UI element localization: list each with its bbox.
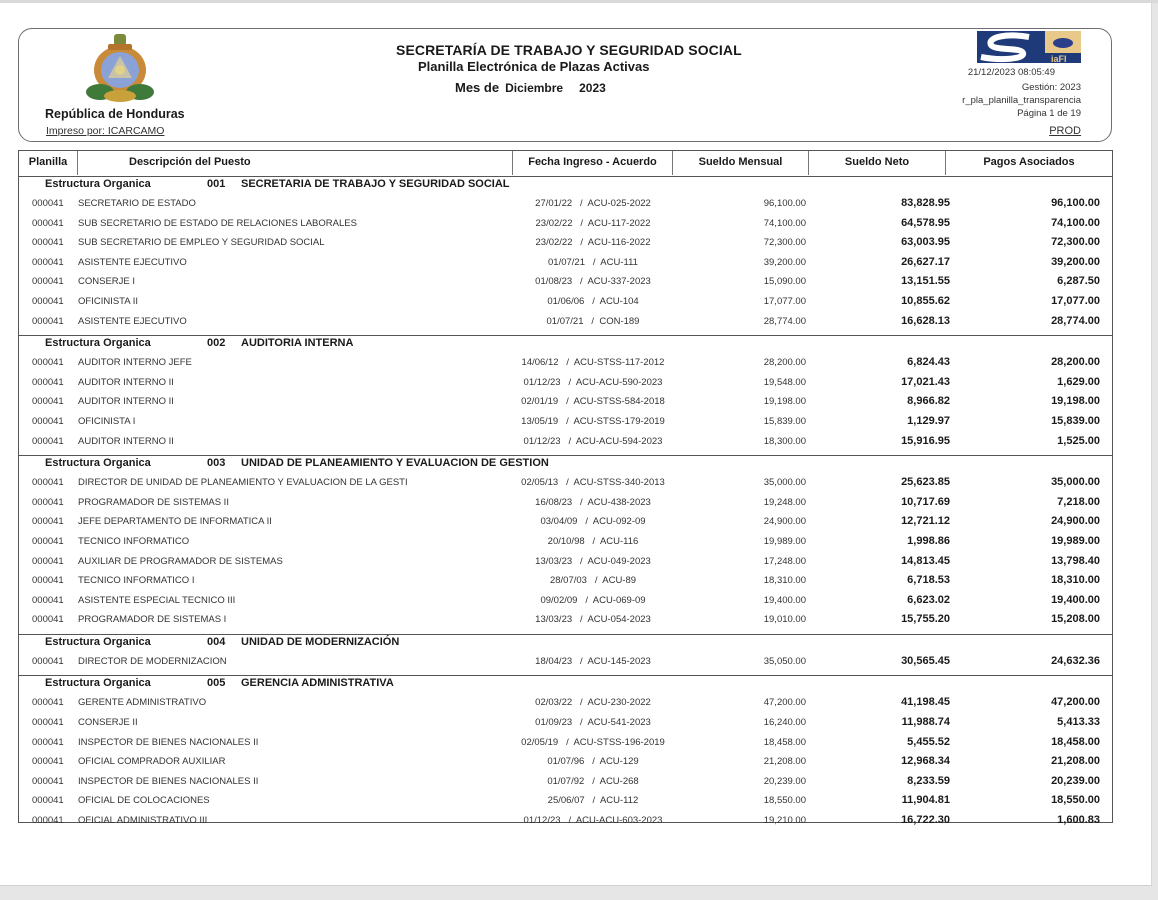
cell-sueldo-neto: 16,628.13 bbox=[901, 314, 950, 327]
cell-puesto: SUB SECRETARIO DE EMPLEO Y SEGURIDAD SOCIAL bbox=[78, 237, 325, 249]
table-header bbox=[19, 151, 1112, 177]
cell-planilla: 000041 bbox=[32, 376, 64, 388]
payroll-table bbox=[18, 150, 1113, 827]
cell-sueldo-neto: 12,968.34 bbox=[901, 755, 950, 768]
section-label: Estructura Organica bbox=[45, 337, 151, 350]
cell-planilla: 000041 bbox=[32, 655, 64, 667]
table-row bbox=[19, 353, 1112, 373]
cell-puesto: OFICIAL ADMINISTRATIVO III bbox=[78, 815, 208, 827]
cell-puesto: ASISTENTE EJECUTIVO bbox=[78, 256, 187, 268]
cell-planilla: 000041 bbox=[32, 775, 64, 787]
environment-label: PROD bbox=[1049, 125, 1081, 137]
cell-sueldo-mensual: 72,300.00 bbox=[763, 237, 806, 249]
cell-planilla: 000041 bbox=[32, 717, 64, 729]
table-row bbox=[19, 412, 1112, 432]
cell-puesto: DIRECTOR DE MODERNIZACION bbox=[78, 655, 227, 667]
cell-puesto: OFICIAL DE COLOCACIONES bbox=[78, 795, 210, 807]
cell-puesto: TECNICO INFORMATICO I bbox=[78, 575, 195, 587]
cell-pagos-asociados: 35,000.00 bbox=[1051, 476, 1100, 489]
cell-planilla: 000041 bbox=[32, 435, 64, 447]
section-label: Estructura Organica bbox=[45, 635, 151, 648]
cell-sueldo-mensual: 74,100.00 bbox=[763, 217, 806, 229]
cell-sueldo-mensual: 96,100.00 bbox=[763, 198, 806, 209]
cell-sueldo-neto: 10,855.62 bbox=[901, 294, 950, 307]
cell-sueldo-mensual: 39,200.00 bbox=[763, 256, 806, 268]
column-header-planilla: Planilla bbox=[19, 151, 78, 175]
section-name: AUDITORIA INTERNA bbox=[241, 337, 354, 350]
cell-fecha-acuerdo: 13/05/19 / ACU-STSS-179-2019 bbox=[521, 415, 665, 427]
cell-planilla: 000041 bbox=[32, 357, 64, 369]
section-label: Estructura Organica bbox=[45, 677, 151, 690]
cell-puesto: DIRECTOR DE UNIDAD DE PLANEAMIENTO Y EVALUACION DE LA GESTI bbox=[78, 477, 408, 489]
cell-puesto: TECNICO INFORMATICO bbox=[78, 535, 190, 547]
cell-sueldo-neto: 8,233.59 bbox=[907, 774, 950, 787]
cell-planilla: 000041 bbox=[32, 815, 64, 827]
cell-sueldo-neto: 64,578.95 bbox=[901, 216, 950, 229]
cell-sueldo-neto: 1,998.86 bbox=[907, 534, 950, 547]
cell-sueldo-neto: 5,455.52 bbox=[907, 735, 950, 748]
cell-puesto: CONSERJE I bbox=[78, 276, 136, 288]
cell-puesto: CONSERJE II bbox=[78, 717, 138, 729]
cell-planilla: 000041 bbox=[32, 477, 64, 489]
cell-planilla: 000041 bbox=[32, 415, 64, 427]
cell-fecha-acuerdo: 01/08/23 / ACU-337-2023 bbox=[535, 276, 651, 288]
print-datetime: 21/12/2023 08:05:49 bbox=[967, 67, 1055, 78]
cell-pagos-asociados: 19,989.00 bbox=[1051, 534, 1100, 547]
cell-sueldo-neto: 12,721.12 bbox=[901, 515, 950, 528]
cell-sueldo-mensual: 15,090.00 bbox=[763, 276, 806, 288]
cell-puesto: AUDITOR INTERNO II bbox=[78, 376, 174, 388]
cell-fecha-acuerdo: 01/07/96 / ACU-129 bbox=[547, 756, 639, 768]
cell-sueldo-neto: 41,198.45 bbox=[901, 696, 950, 709]
section-header bbox=[19, 676, 1112, 693]
cell-sueldo-mensual: 19,210.00 bbox=[763, 815, 806, 827]
cell-planilla: 000041 bbox=[32, 295, 64, 307]
cell-fecha-acuerdo: 09/02/09 / ACU-069-09 bbox=[540, 594, 646, 606]
cell-fecha-acuerdo: 14/06/12 / ACU-STSS-117-2012 bbox=[521, 357, 665, 369]
table-row bbox=[19, 512, 1112, 532]
cell-planilla: 000041 bbox=[32, 736, 64, 748]
printed-by: Impreso por: ICARCAMO bbox=[46, 125, 165, 137]
section-label: Estructura Organica bbox=[45, 178, 151, 190]
cell-sueldo-mensual: 18,458.00 bbox=[763, 736, 806, 748]
table-row bbox=[19, 473, 1112, 493]
cell-pagos-asociados: 17,077.00 bbox=[1051, 294, 1100, 307]
table-row bbox=[19, 392, 1112, 412]
cell-puesto: AUXILIAR DE PROGRAMADOR DE SISTEMAS bbox=[78, 555, 283, 567]
cell-fecha-acuerdo: 02/05/13 / ACU-STSS-340-2013 bbox=[521, 477, 665, 489]
cell-sueldo-neto: 6,718.53 bbox=[907, 574, 950, 587]
cell-fecha-acuerdo: 01/07/92 / ACU-268 bbox=[547, 775, 639, 787]
gestion-year: Gestión: 2023 bbox=[1021, 82, 1081, 93]
cell-planilla: 000041 bbox=[32, 555, 64, 567]
cell-sueldo-mensual: 47,200.00 bbox=[763, 697, 806, 709]
section-name: UNIDAD DE MODERNIZACIÓN bbox=[241, 635, 400, 648]
cell-puesto: SECRETARIO DE ESTADO bbox=[78, 198, 196, 209]
cell-planilla: 000041 bbox=[32, 614, 64, 626]
cell-pagos-asociados: 15,839.00 bbox=[1051, 414, 1100, 427]
cell-sueldo-mensual: 28,774.00 bbox=[763, 315, 806, 327]
cell-sueldo-neto: 26,627.17 bbox=[901, 255, 950, 268]
page-indicator: Página 1 de 19 bbox=[1017, 108, 1081, 119]
cell-puesto: AUDITOR INTERNO II bbox=[78, 435, 174, 447]
cell-sueldo-mensual: 17,077.00 bbox=[763, 295, 806, 307]
cell-pagos-asociados: 20,239.00 bbox=[1051, 774, 1100, 787]
cell-pagos-asociados: 18,458.00 bbox=[1051, 735, 1100, 748]
cell-puesto: SUB SECRETARIO DE ESTADO DE RELACIONES LABORALES bbox=[78, 217, 357, 229]
cell-fecha-acuerdo: 28/07/03 / ACU-89 bbox=[549, 575, 637, 587]
cell-pagos-asociados: 72,300.00 bbox=[1051, 236, 1100, 249]
report-subtitle: Planilla Electrónica de Plazas Activas bbox=[418, 59, 650, 74]
cell-pagos-asociados: 6,287.50 bbox=[1057, 275, 1100, 288]
cell-fecha-acuerdo: 01/06/06 / ACU-104 bbox=[547, 295, 639, 307]
cell-fecha-acuerdo: 16/08/23 / ACU-438-2023 bbox=[535, 496, 651, 508]
cell-sueldo-neto: 15,916.95 bbox=[901, 434, 950, 447]
table-row bbox=[19, 571, 1112, 591]
column-header-puesto: Descripción del Puesto bbox=[78, 151, 513, 175]
column-header-sueldo-mensual: Sueldo Mensual bbox=[673, 151, 809, 175]
cell-sueldo-mensual: 35,000.00 bbox=[763, 477, 806, 489]
column-header-pagos-asociados: Pagos Asociados bbox=[983, 156, 1075, 168]
cell-pagos-asociados: 19,400.00 bbox=[1051, 593, 1100, 606]
cell-sueldo-neto: 17,021.43 bbox=[901, 375, 950, 388]
table-row bbox=[19, 552, 1112, 572]
cell-sueldo-neto: 15,755.20 bbox=[901, 613, 950, 626]
cell-sueldo-neto: 11,988.74 bbox=[901, 716, 950, 729]
cell-fecha-acuerdo: 01/12/23 / ACU-ACU-590-2023 bbox=[523, 376, 663, 388]
cell-puesto: INSPECTOR DE BIENES NACIONALES II bbox=[78, 736, 259, 748]
cell-pagos-asociados: 15,208.00 bbox=[1051, 613, 1100, 626]
cell-sueldo-neto: 6,623.02 bbox=[907, 593, 950, 606]
section-code: 003 bbox=[207, 457, 226, 470]
table-row bbox=[19, 194, 1112, 214]
table-row bbox=[19, 532, 1112, 552]
cell-planilla: 000041 bbox=[32, 575, 64, 587]
section-code: 001 bbox=[207, 178, 226, 190]
table-row bbox=[19, 214, 1112, 234]
cell-puesto: OFICINISTA I bbox=[78, 415, 136, 427]
siafi-logo-text: iaFI bbox=[1051, 54, 1067, 63]
cell-sueldo-neto: 83,828.95 bbox=[901, 197, 950, 209]
table-row bbox=[19, 791, 1112, 811]
cell-fecha-acuerdo: 01/12/23 / ACU-ACU-603-2023 bbox=[523, 815, 663, 827]
cell-fecha-acuerdo: 02/01/19 / ACU-STSS-584-2018 bbox=[521, 396, 665, 408]
cell-pagos-asociados: 96,100.00 bbox=[1051, 197, 1100, 209]
table-row bbox=[19, 591, 1112, 611]
cell-sueldo-mensual: 17,248.00 bbox=[763, 555, 806, 567]
table-row bbox=[19, 772, 1112, 792]
cell-pagos-asociados: 1,629.00 bbox=[1057, 375, 1100, 388]
cell-pagos-asociados: 13,798.40 bbox=[1051, 554, 1100, 567]
cell-fecha-acuerdo: 13/03/23 / ACU-054-2023 bbox=[535, 614, 651, 626]
cell-fecha-acuerdo: 01/07/21 / CON-189 bbox=[546, 315, 640, 327]
cell-fecha-acuerdo: 02/03/22 / ACU-230-2022 bbox=[535, 697, 651, 709]
table-row bbox=[19, 752, 1112, 772]
cell-sueldo-mensual: 19,989.00 bbox=[763, 535, 806, 547]
cell-sueldo-mensual: 19,248.00 bbox=[763, 496, 806, 508]
cell-puesto: OFICIAL COMPRADOR AUXILIAR bbox=[78, 756, 226, 768]
section-code: 004 bbox=[207, 635, 226, 648]
table-row bbox=[19, 373, 1112, 393]
cell-sueldo-mensual: 21,208.00 bbox=[763, 756, 806, 768]
org-structure-section bbox=[19, 635, 1112, 677]
table-row bbox=[19, 610, 1112, 630]
table-row bbox=[19, 733, 1112, 753]
cell-pagos-asociados: 5,413.33 bbox=[1057, 716, 1100, 729]
section-header bbox=[19, 177, 1112, 194]
cell-sueldo-neto: 63,003.95 bbox=[901, 236, 950, 249]
cell-planilla: 000041 bbox=[32, 217, 64, 229]
section-header bbox=[19, 336, 1112, 353]
report-title: SECRETARÍA DE TRABAJO Y SEGURIDAD SOCIAL bbox=[396, 42, 742, 58]
cell-pagos-asociados: 47,200.00 bbox=[1051, 696, 1100, 709]
cell-sueldo-mensual: 24,900.00 bbox=[763, 516, 806, 528]
cell-pagos-asociados: 7,218.00 bbox=[1057, 495, 1100, 508]
cell-pagos-asociados: 74,100.00 bbox=[1051, 216, 1100, 229]
cell-planilla: 000041 bbox=[32, 516, 64, 528]
cell-sueldo-neto: 25,623.85 bbox=[901, 476, 950, 489]
cell-pagos-asociados: 24,900.00 bbox=[1051, 515, 1100, 528]
cell-puesto: OFICINISTA II bbox=[78, 295, 138, 307]
cell-planilla: 000041 bbox=[32, 198, 64, 209]
cell-planilla: 000041 bbox=[32, 256, 64, 268]
cell-pagos-asociados: 28,774.00 bbox=[1051, 314, 1100, 327]
column-header-sueldo-neto: Sueldo Neto bbox=[809, 151, 946, 175]
cell-sueldo-neto: 16,722.30 bbox=[901, 814, 950, 827]
siafi-logo-icon bbox=[977, 31, 1081, 63]
section-label: Estructura Organica bbox=[45, 457, 151, 470]
cell-sueldo-mensual: 19,010.00 bbox=[763, 614, 806, 626]
section-name: UNIDAD DE PLANEAMIENTO Y EVALUACION DE GESTION bbox=[241, 457, 549, 470]
cell-sueldo-neto: 14,813.45 bbox=[901, 554, 950, 567]
cell-fecha-acuerdo: 13/03/23 / ACU-049-2023 bbox=[535, 555, 651, 567]
cell-fecha-acuerdo: 27/01/22 / ACU-025-2022 bbox=[535, 198, 651, 209]
top-edge bbox=[0, 0, 1158, 3]
cell-pagos-asociados: 24,632.36 bbox=[1051, 654, 1100, 667]
cell-puesto: AUDITOR INTERNO JEFE bbox=[78, 357, 192, 369]
cell-sueldo-mensual: 18,550.00 bbox=[763, 795, 806, 807]
cell-pagos-asociados: 19,198.00 bbox=[1051, 395, 1100, 408]
org-structure-section bbox=[19, 676, 1112, 834]
cell-fecha-acuerdo: 02/05/19 / ACU-STSS-196-2019 bbox=[521, 736, 665, 748]
cell-puesto: ASISTENTE ESPECIAL TECNICO III bbox=[78, 594, 236, 606]
cell-fecha-acuerdo: 18/04/23 / ACU-145-2023 bbox=[535, 655, 651, 667]
section-name: GERENCIA ADMINISTRATIVA bbox=[241, 677, 394, 690]
cell-sueldo-neto: 8,966.82 bbox=[907, 395, 950, 408]
table-row bbox=[19, 233, 1112, 253]
cell-pagos-asociados: 28,200.00 bbox=[1051, 356, 1100, 369]
table-body bbox=[19, 177, 1112, 835]
section-name: SECRETARIA DE TRABAJO Y SEGURIDAD SOCIAL bbox=[241, 178, 510, 190]
report-period bbox=[455, 80, 606, 95]
cell-pagos-asociados: 39,200.00 bbox=[1051, 255, 1100, 268]
cell-sueldo-mensual: 18,310.00 bbox=[763, 575, 806, 587]
cell-puesto: INSPECTOR DE BIENES NACIONALES II bbox=[78, 775, 259, 787]
cell-fecha-acuerdo: 20/10/98 / ACU-116 bbox=[547, 535, 639, 547]
table-row bbox=[19, 652, 1112, 672]
table-row bbox=[19, 693, 1112, 713]
cell-planilla: 000041 bbox=[32, 496, 64, 508]
org-structure-section bbox=[19, 336, 1112, 456]
cell-planilla: 000041 bbox=[32, 756, 64, 768]
table-row bbox=[19, 432, 1112, 452]
cell-planilla: 000041 bbox=[32, 795, 64, 807]
org-structure-section bbox=[19, 456, 1112, 635]
cell-fecha-acuerdo: 01/12/23 / ACU-ACU-594-2023 bbox=[523, 435, 663, 447]
cell-sueldo-mensual: 18,300.00 bbox=[763, 435, 806, 447]
table-row bbox=[19, 312, 1112, 332]
cell-sueldo-mensual: 19,548.00 bbox=[763, 376, 806, 388]
cell-fecha-acuerdo: 23/02/22 / ACU-116-2022 bbox=[535, 237, 651, 249]
cell-sueldo-mensual: 19,198.00 bbox=[763, 396, 806, 408]
cell-puesto: PROGRAMADOR DE SISTEMAS I bbox=[78, 614, 227, 626]
table-row bbox=[19, 292, 1112, 312]
table-row bbox=[19, 272, 1112, 292]
section-header bbox=[19, 456, 1112, 473]
table-row bbox=[19, 493, 1112, 513]
table-row bbox=[19, 713, 1112, 733]
cell-planilla: 000041 bbox=[32, 276, 64, 288]
cell-planilla: 000041 bbox=[32, 315, 64, 327]
cell-fecha-acuerdo: 25/06/07 / ACU-112 bbox=[547, 795, 639, 807]
cell-sueldo-neto: 11,904.81 bbox=[901, 794, 950, 807]
cell-pagos-asociados: 18,310.00 bbox=[1051, 574, 1100, 587]
cell-fecha-acuerdo: 03/04/09 / ACU-092-09 bbox=[540, 516, 646, 528]
section-code: 002 bbox=[207, 337, 226, 350]
cell-sueldo-mensual: 28,200.00 bbox=[763, 357, 806, 369]
cell-sueldo-mensual: 20,239.00 bbox=[763, 775, 806, 787]
section-code: 005 bbox=[207, 677, 226, 690]
cell-sueldo-neto: 13,151.55 bbox=[901, 275, 950, 288]
cell-pagos-asociados: 18,550.00 bbox=[1051, 794, 1100, 807]
cell-puesto: AUDITOR INTERNO II bbox=[78, 396, 174, 408]
cell-puesto: GERENTE ADMINISTRATIVO bbox=[78, 697, 207, 709]
cell-sueldo-neto: 30,565.45 bbox=[901, 654, 950, 667]
cell-sueldo-neto: 6,824.43 bbox=[907, 356, 950, 369]
year-value: 2023 bbox=[579, 81, 606, 95]
cell-sueldo-mensual: 19,400.00 bbox=[763, 594, 806, 606]
column-header-fecha-acuerdo: Fecha Ingreso - Acuerdo bbox=[513, 151, 673, 175]
org-structure-section bbox=[19, 177, 1112, 336]
cell-puesto: PROGRAMADOR DE SISTEMAS II bbox=[78, 496, 229, 508]
section-header bbox=[19, 635, 1112, 652]
cell-planilla: 000041 bbox=[32, 396, 64, 408]
honduras-coat-of-arms-icon bbox=[82, 30, 158, 104]
report-id: r_pla_planilla_transparencia bbox=[962, 95, 1081, 106]
cell-puesto: JEFE DEPARTAMENTO DE INFORMATICA II bbox=[78, 516, 272, 528]
cell-sueldo-neto: 1,129.97 bbox=[907, 414, 950, 427]
cell-pagos-asociados: 1,525.00 bbox=[1057, 434, 1100, 447]
cell-planilla: 000041 bbox=[32, 535, 64, 547]
cell-sueldo-neto: 10,717.69 bbox=[901, 495, 950, 508]
cell-fecha-acuerdo: 01/09/23 / ACU-541-2023 bbox=[535, 717, 651, 729]
cell-sueldo-mensual: 35,050.00 bbox=[763, 655, 806, 667]
cell-planilla: 000041 bbox=[32, 237, 64, 249]
month-label: Mes de bbox=[455, 80, 500, 95]
country-name: República de Honduras bbox=[45, 107, 185, 121]
cell-sueldo-mensual: 16,240.00 bbox=[763, 717, 806, 729]
cell-planilla: 000041 bbox=[32, 594, 64, 606]
cell-pagos-asociados: 1,600.83 bbox=[1057, 814, 1100, 827]
table-row bbox=[19, 811, 1112, 831]
cell-planilla: 000041 bbox=[32, 697, 64, 709]
cell-pagos-asociados: 21,208.00 bbox=[1051, 755, 1100, 768]
cell-puesto: ASISTENTE EJECUTIVO bbox=[78, 315, 187, 327]
month-value: Diciembre bbox=[505, 81, 564, 95]
cell-fecha-acuerdo: 01/07/21 / ACU-111 bbox=[548, 256, 638, 268]
cell-sueldo-mensual: 15,839.00 bbox=[763, 415, 806, 427]
table-row bbox=[19, 253, 1112, 273]
cell-fecha-acuerdo: 23/02/22 / ACU-117-2022 bbox=[535, 217, 651, 229]
